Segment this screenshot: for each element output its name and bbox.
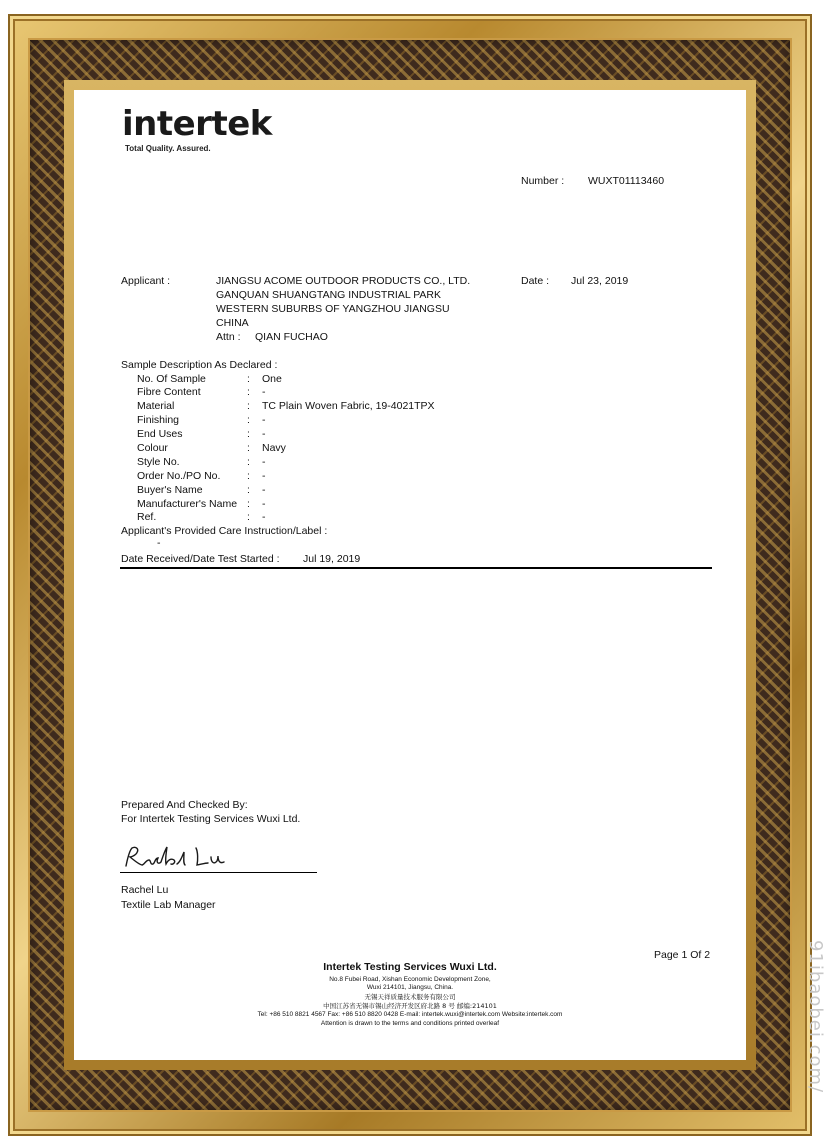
sample-heading: Sample Description As Declared : [121, 359, 278, 371]
footer-address: Wuxi 214101, Jiangsu, China. [366, 984, 454, 991]
signature [122, 838, 232, 874]
footer-note: Attention is drawn to the terms and conditions printed overleaf [320, 1020, 500, 1027]
field-colon: : [247, 470, 250, 482]
field-colon: : [247, 511, 250, 523]
applicant-label: Applicant : [121, 275, 171, 287]
sample-field-label: Material [137, 400, 175, 412]
section-divider [120, 567, 712, 569]
sample-field-value: - [262, 470, 266, 482]
sample-field-value: - [262, 414, 266, 426]
sample-field-label: Manufacturer's Name [137, 498, 238, 510]
signer-title: Textile Lab Manager [121, 899, 216, 911]
field-colon: : [247, 498, 250, 510]
sample-field-label: Colour [137, 442, 168, 454]
sample-field-value: - [262, 511, 266, 523]
logo-tagline: Total Quality. Assured. [125, 144, 211, 153]
footer-chinese-name: 无锡天祥质量技术服务有限公司 [364, 993, 456, 1001]
applicant-line: CHINA [216, 317, 249, 329]
field-colon: : [247, 400, 250, 412]
applicant-line: WESTERN SUBURBS OF YANGZHOU JIANGSU [216, 303, 450, 315]
applicant-line: GANQUAN SHUANGTANG INDUSTRIAL PARK [216, 289, 442, 301]
sample-field-value: - [262, 498, 266, 510]
sample-field-label: Ref. [137, 511, 157, 523]
date-received-value: Jul 19, 2019 [303, 553, 361, 565]
sample-field-value: - [262, 386, 266, 398]
sample-field-label: Style No. [137, 456, 180, 468]
field-colon: : [247, 414, 250, 426]
sample-field-value: One [262, 373, 282, 385]
sample-field-label: Buyer's Name [137, 484, 203, 496]
footer-chinese-address: 中国江苏省无锡市锡山经济开发区府北路 8 号 邮编:214101 [323, 1002, 497, 1010]
sample-field-value: - [262, 428, 266, 440]
date-label: Date : [521, 275, 550, 287]
applicant-line: JIANGSU ACOME OUTDOOR PRODUCTS CO., LTD. [216, 275, 471, 287]
footer-contact: Tel: +86 510 8821 4567 Fax: +86 510 8820 0428 E-mail: intertek.wuxi@intertek.com Website:intertek.com [257, 1011, 563, 1018]
sample-field-value: Navy [262, 442, 286, 454]
signature-line [120, 872, 317, 873]
sample-field-label: Finishing [137, 414, 180, 426]
intertek-logo: intertek [122, 104, 272, 144]
care-value: - [157, 537, 161, 549]
page-number: Page 1 Of 2 [654, 949, 711, 961]
sample-field-label: No. Of Sample [137, 373, 206, 385]
sample-field-value: - [262, 484, 266, 496]
prepared-for-label: For Intertek Testing Services Wuxi Ltd. [121, 813, 301, 825]
care-label: Applicant's Provided Care Instruction/Label : [121, 525, 328, 537]
footer-address: No.8 Fubei Road, Xishan Economic Development Zone, [329, 976, 491, 983]
field-colon: : [247, 373, 250, 385]
certificate-paper [74, 90, 746, 1060]
sample-field-value: TC Plain Woven Fabric, 19-4021TPX [262, 400, 435, 412]
field-colon: : [247, 456, 250, 468]
field-colon: : [247, 386, 250, 398]
sample-field-label: End Uses [137, 428, 183, 440]
prepared-by-label: Prepared And Checked By: [121, 799, 248, 811]
number-value: WUXT01113460 [588, 175, 665, 187]
attn-value: QIAN FUCHAO [255, 331, 328, 343]
field-colon: : [247, 428, 250, 440]
sample-field-value: - [262, 456, 266, 468]
watermark: 91ibaobei.com/ [805, 940, 826, 1094]
attn-label: Attn : [216, 331, 241, 343]
field-colon: : [247, 442, 250, 454]
number-label: Number : [521, 175, 565, 187]
date-value: Jul 23, 2019 [571, 275, 629, 287]
sample-field-label: Fibre Content [137, 386, 201, 398]
signer-name: Rachel Lu [121, 884, 169, 896]
field-colon: : [247, 484, 250, 496]
date-received-label: Date Received/Date Test Started : [121, 553, 280, 565]
footer-company: Intertek Testing Services Wuxi Ltd. [323, 961, 497, 973]
sample-field-label: Order No./PO No. [137, 470, 221, 482]
